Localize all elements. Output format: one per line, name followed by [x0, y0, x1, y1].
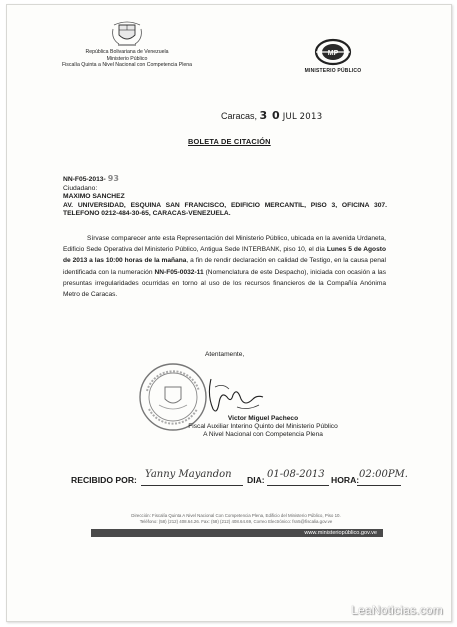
case-number-prefix: NN-F05-2013-	[63, 176, 106, 183]
received-by-label: RECIBIDO POR:	[71, 475, 137, 485]
coat-of-arms-icon	[110, 19, 144, 49]
signatory-jurisdiction: A Nivel Nacional con Competencia Plena	[203, 431, 323, 439]
institution-header	[37, 19, 217, 69]
summons-body	[63, 233, 386, 300]
watermark: LeaNoticias.com	[351, 603, 443, 617]
addressee-address: AV. UNIVERSIDAD, ESQUINA SAN FRANCISCO, EDIFICIO MERCANTIL, PISO 3, OFICINA 307. TELEFONO 0212-484-30-65, CARACAS-VENEZUELA.	[63, 201, 387, 218]
hour-line	[357, 485, 401, 486]
addressee-label: Ciudadano:	[63, 184, 98, 192]
date-city: Caracas,	[221, 111, 258, 121]
footer-contact	[91, 513, 381, 525]
hour-label: HORA:	[331, 475, 360, 485]
footer-url: www.ministeriopúblico.gov.ve	[304, 530, 377, 536]
date-year: 2013	[299, 112, 323, 122]
body-part-3: (Nomenclatura de este Despacho), iniciada con ocasión a las presuntas irregularidades ocurridas en torno al uso de los recursos financieros de la Compañía Anónima Metro de Caracas.	[63, 268, 386, 299]
case-number	[63, 175, 387, 185]
date-month: JUL	[282, 112, 298, 122]
document-title: BOLETA DE CITACIÓN	[188, 137, 271, 146]
hour-value: 02:00PM.	[359, 469, 408, 480]
case-number-handwritten: 93	[107, 174, 119, 183]
addressee-block	[63, 175, 387, 219]
footer-url-bar	[91, 529, 383, 537]
header-line-country: República Bolivariana de Venezuela	[85, 49, 169, 55]
ministry-label: MINISTERIO PÚBLICO	[304, 68, 362, 74]
day-value: 01-08-2013	[267, 469, 325, 480]
footer-phones: Teléfono: (58) (212) 408.64.26. Fax: (58) (212) 408.64.69, Correo Electrónico: fsn5@fiscalia.gov.ve	[139, 519, 333, 524]
received-by-signature: Yanny Mayandon	[145, 469, 232, 480]
document-page	[6, 4, 452, 622]
footer-address: Dirección: Fiscalía Quinta A Nivel Nacional Con Competencia Plena, Edificio del Ministerio Público, Piso 10.	[131, 513, 341, 518]
day-line	[267, 485, 329, 486]
date-day: 3 0	[259, 109, 281, 122]
official-signature-icon	[197, 373, 267, 419]
header-line-office: Fiscalía Quinta a Nivel Nacional con Competencia Plena	[61, 62, 193, 69]
closing-salutation: Atentamente,	[205, 351, 245, 358]
ministry-logo-block	[293, 37, 373, 74]
svg-text:MP: MP	[327, 50, 339, 57]
signatory-name: Victor Miguel Pacheco	[227, 415, 299, 422]
received-section	[71, 469, 408, 491]
case-reference: NN-F05-0032-11	[154, 268, 204, 276]
signatory-title: Fiscal Auxiliar Interino Quinto del Ministerio Público	[188, 423, 338, 431]
signatory-block	[163, 415, 363, 440]
date-line	[221, 109, 322, 122]
appointment-date: Lunes 5 de Agosto de 2013 a las 10:00 horas de la mañana	[63, 246, 386, 265]
body-part-1: Sírvase comparecer ante esta Representación del Ministerio Público, ubicada en la avenida Urdaneta, Edificio Sede Operativa del Ministerio Público, Antigua Sede INTERBANK, piso 10, el día	[63, 235, 386, 254]
received-by-line	[141, 485, 243, 486]
body-part-2: , a fin de rendir declaración en calidad de Testigo, en la causa penal identificada con la numeración	[63, 257, 386, 276]
header-line-ministry: Ministerio Público	[106, 55, 148, 62]
addressee-name: MAXIMO SANCHEZ	[63, 193, 125, 201]
ministerio-publico-logo-icon	[313, 37, 353, 67]
day-label: DIA:	[247, 475, 265, 485]
